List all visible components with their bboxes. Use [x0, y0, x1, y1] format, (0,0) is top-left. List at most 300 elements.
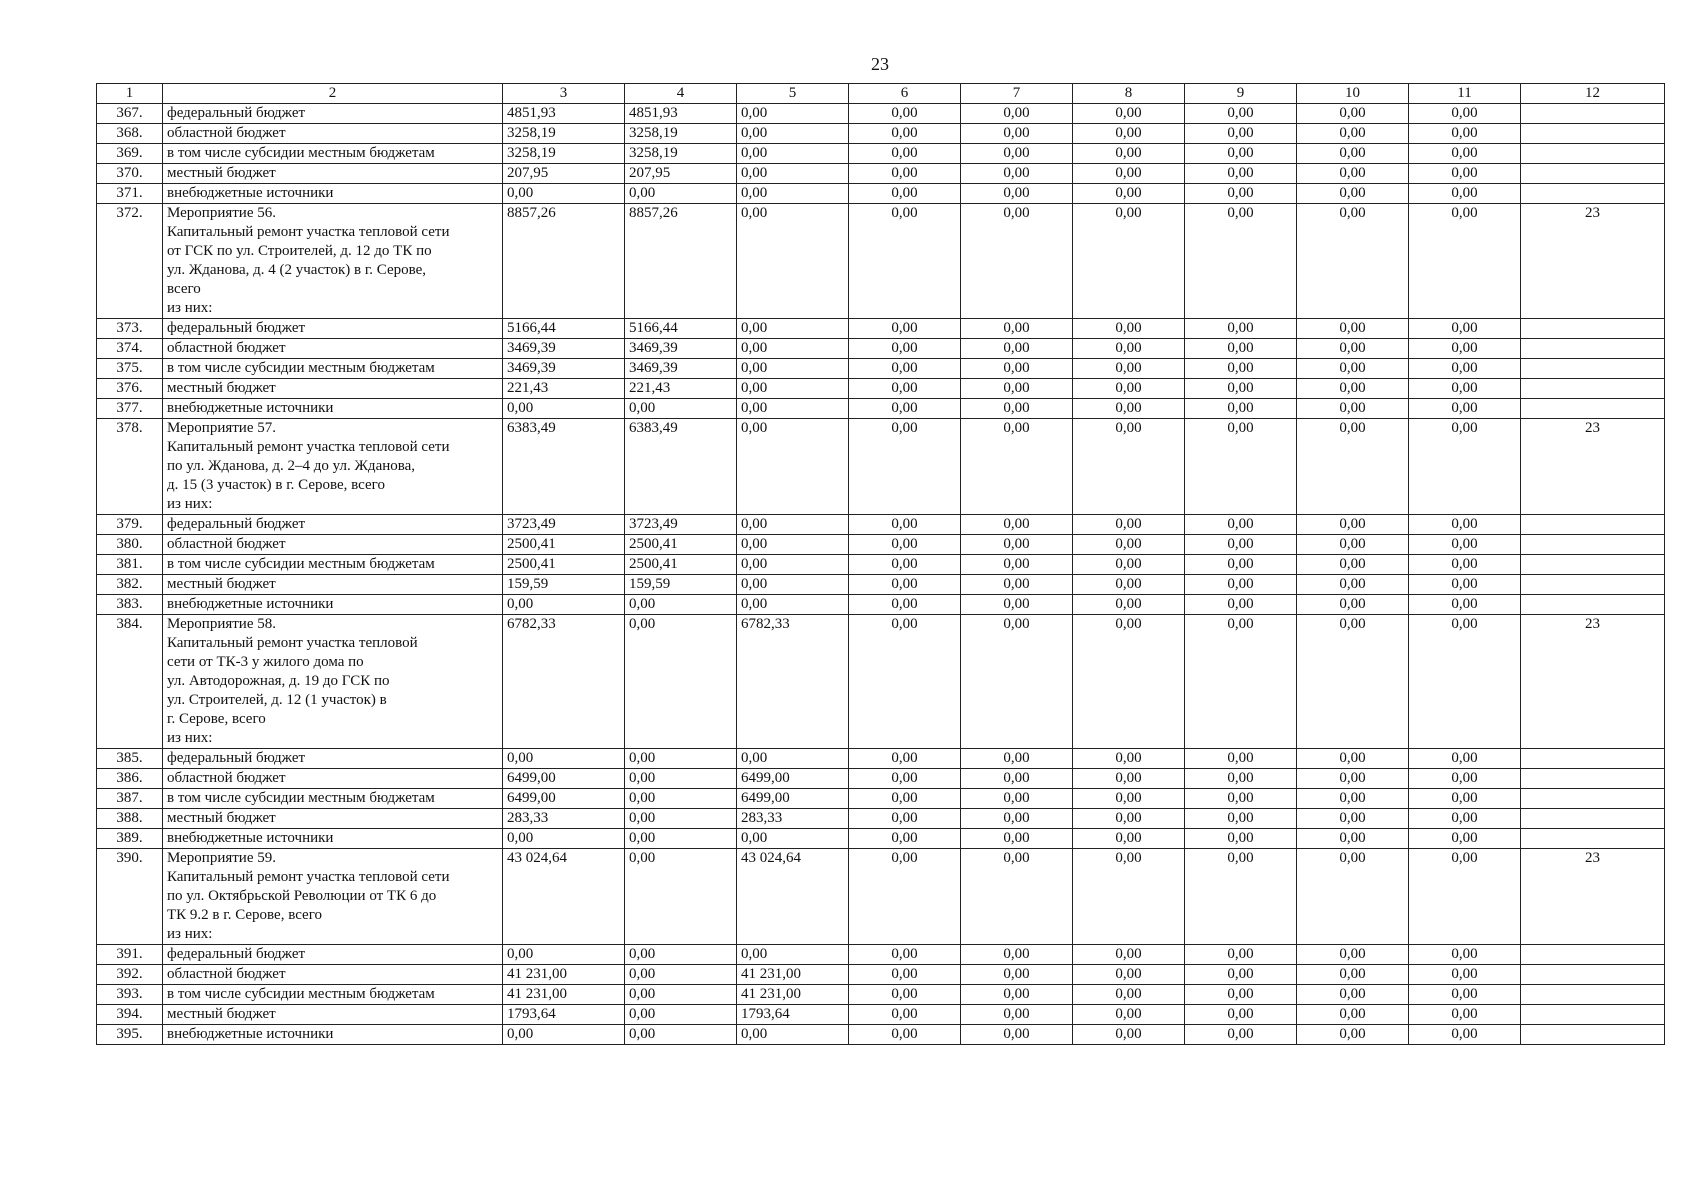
value-cell-col-3: 6383,49 — [503, 419, 625, 515]
value-cell-col-7: 0,00 — [961, 164, 1073, 184]
item-name-line: ТК 9.2 в г. Серове, всего — [167, 907, 322, 923]
item-name-line: из них: — [167, 300, 213, 316]
row-number-cell: 375. — [97, 359, 163, 379]
item-name-cell — [163, 615, 503, 749]
reference-cell — [1521, 399, 1665, 419]
value-cell-col-6: 0,00 — [849, 809, 961, 829]
value-cell-col-11: 0,00 — [1409, 809, 1521, 829]
value-cell-col-8: 0,00 — [1073, 359, 1185, 379]
value-cell-col-5: 0,00 — [737, 399, 849, 419]
row-number-cell: 388. — [97, 809, 163, 829]
value-cell-col-10: 0,00 — [1297, 535, 1409, 555]
header-cell: 8 — [1073, 84, 1185, 104]
value-cell-col-6: 0,00 — [849, 399, 961, 419]
row-number-cell: 371. — [97, 184, 163, 204]
value-cell-col-3: 41 231,00 — [503, 985, 625, 1005]
item-name-line: в том числе субсидии местным бюджетам — [167, 790, 435, 806]
value-cell-col-11: 0,00 — [1409, 164, 1521, 184]
value-cell-col-9: 0,00 — [1185, 575, 1297, 595]
value-cell-col-9: 0,00 — [1185, 749, 1297, 769]
table-row — [97, 515, 1665, 535]
row-number-cell: 372. — [97, 204, 163, 319]
header-cell: 1 — [97, 84, 163, 104]
item-name-cell — [163, 575, 503, 595]
value-cell-col-3: 159,59 — [503, 575, 625, 595]
value-cell-col-3: 8857,26 — [503, 204, 625, 319]
table-row — [97, 575, 1665, 595]
value-cell-col-5: 0,00 — [737, 339, 849, 359]
value-cell-col-3: 6499,00 — [503, 769, 625, 789]
reference-cell — [1521, 829, 1665, 849]
value-cell-col-5: 0,00 — [737, 184, 849, 204]
value-cell-col-7: 0,00 — [961, 615, 1073, 749]
value-cell-col-4: 3258,19 — [625, 124, 737, 144]
value-cell-col-6: 0,00 — [849, 379, 961, 399]
reference-cell — [1521, 749, 1665, 769]
value-cell-col-10: 0,00 — [1297, 339, 1409, 359]
value-cell-col-8: 0,00 — [1073, 419, 1185, 515]
header-cell: 12 — [1521, 84, 1665, 104]
value-cell-col-7: 0,00 — [961, 204, 1073, 319]
table-row — [97, 945, 1665, 965]
value-cell-col-8: 0,00 — [1073, 769, 1185, 789]
value-cell-col-7: 0,00 — [961, 945, 1073, 965]
reference-cell — [1521, 769, 1665, 789]
value-cell-col-5: 0,00 — [737, 945, 849, 965]
row-number-cell: 386. — [97, 769, 163, 789]
item-name-line: внебюджетные источники — [167, 830, 334, 846]
row-number-cell: 387. — [97, 789, 163, 809]
value-cell-col-11: 0,00 — [1409, 555, 1521, 575]
value-cell-col-7: 0,00 — [961, 144, 1073, 164]
value-cell-col-4: 5166,44 — [625, 319, 737, 339]
value-cell-col-9: 0,00 — [1185, 359, 1297, 379]
value-cell-col-10: 0,00 — [1297, 985, 1409, 1005]
value-cell-col-10: 0,00 — [1297, 319, 1409, 339]
table-row — [97, 809, 1665, 829]
row-number-cell: 380. — [97, 535, 163, 555]
item-name-line: Капитальный ремонт участка тепловой — [167, 635, 418, 651]
item-name-line: местный бюджет — [167, 380, 276, 396]
value-cell-col-3: 0,00 — [503, 184, 625, 204]
value-cell-col-3: 207,95 — [503, 164, 625, 184]
header-cell: 4 — [625, 84, 737, 104]
table-row — [97, 339, 1665, 359]
header-cell: 5 — [737, 84, 849, 104]
value-cell-col-10: 0,00 — [1297, 104, 1409, 124]
value-cell-col-4: 0,00 — [625, 1025, 737, 1045]
value-cell-col-4: 0,00 — [625, 615, 737, 749]
reference-cell — [1521, 965, 1665, 985]
value-cell-col-10: 0,00 — [1297, 204, 1409, 319]
value-cell-col-9: 0,00 — [1185, 339, 1297, 359]
value-cell-col-3: 41 231,00 — [503, 965, 625, 985]
reference-cell — [1521, 535, 1665, 555]
value-cell-col-3: 283,33 — [503, 809, 625, 829]
item-name-cell — [163, 515, 503, 535]
value-cell-col-4: 0,00 — [625, 769, 737, 789]
value-cell-col-8: 0,00 — [1073, 829, 1185, 849]
value-cell-col-8: 0,00 — [1073, 849, 1185, 945]
value-cell-col-7: 0,00 — [961, 339, 1073, 359]
item-name-cell — [163, 164, 503, 184]
value-cell-col-8: 0,00 — [1073, 535, 1185, 555]
value-cell-col-11: 0,00 — [1409, 144, 1521, 164]
value-cell-col-9: 0,00 — [1185, 204, 1297, 319]
value-cell-col-4: 0,00 — [625, 399, 737, 419]
value-cell-col-11: 0,00 — [1409, 204, 1521, 319]
item-name-cell — [163, 945, 503, 965]
item-name-line: ул. Строителей, д. 12 (1 участок) в — [167, 692, 387, 708]
value-cell-col-5: 0,00 — [737, 575, 849, 595]
value-cell-col-4: 2500,41 — [625, 535, 737, 555]
value-cell-col-8: 0,00 — [1073, 104, 1185, 124]
value-cell-col-6: 0,00 — [849, 849, 961, 945]
table-row — [97, 1005, 1665, 1025]
budget-table-body — [97, 104, 1665, 1045]
reference-cell — [1521, 359, 1665, 379]
value-cell-col-5: 0,00 — [737, 144, 849, 164]
item-name-line: Мероприятие 57. — [167, 420, 276, 436]
value-cell-col-8: 0,00 — [1073, 555, 1185, 575]
value-cell-col-6: 0,00 — [849, 789, 961, 809]
value-cell-col-3: 4851,93 — [503, 104, 625, 124]
reference-cell — [1521, 319, 1665, 339]
value-cell-col-8: 0,00 — [1073, 789, 1185, 809]
value-cell-col-5: 43 024,64 — [737, 849, 849, 945]
value-cell-col-7: 0,00 — [961, 359, 1073, 379]
value-cell-col-6: 0,00 — [849, 164, 961, 184]
item-name-cell — [163, 769, 503, 789]
item-name-line: ул. Автодорожная, д. 19 до ГСК по — [167, 673, 390, 689]
row-number-cell: 377. — [97, 399, 163, 419]
value-cell-col-4: 2500,41 — [625, 555, 737, 575]
value-cell-col-5: 6499,00 — [737, 769, 849, 789]
value-cell-col-11: 0,00 — [1409, 849, 1521, 945]
table-row — [97, 829, 1665, 849]
value-cell-col-10: 0,00 — [1297, 515, 1409, 535]
item-name-line: по ул. Жданова, д. 2–4 до ул. Жданова, — [167, 458, 416, 474]
item-name-cell — [163, 1025, 503, 1045]
value-cell-col-6: 0,00 — [849, 945, 961, 965]
value-cell-col-3: 3258,19 — [503, 144, 625, 164]
value-cell-col-4: 0,00 — [625, 1005, 737, 1025]
value-cell-col-7: 0,00 — [961, 985, 1073, 1005]
value-cell-col-11: 0,00 — [1409, 1025, 1521, 1045]
table-row — [97, 535, 1665, 555]
item-name-cell — [163, 184, 503, 204]
value-cell-col-6: 0,00 — [849, 1005, 961, 1025]
table-row — [97, 1025, 1665, 1045]
item-name-line: Капитальный ремонт участка тепловой сети — [167, 869, 450, 885]
header-cell: 6 — [849, 84, 961, 104]
value-cell-col-6: 0,00 — [849, 985, 961, 1005]
reference-cell — [1521, 985, 1665, 1005]
value-cell-col-3: 43 024,64 — [503, 849, 625, 945]
reference-cell — [1521, 144, 1665, 164]
value-cell-col-5: 0,00 — [737, 124, 849, 144]
row-number-cell: 381. — [97, 555, 163, 575]
value-cell-col-8: 0,00 — [1073, 1025, 1185, 1045]
value-cell-col-4: 0,00 — [625, 749, 737, 769]
item-name-cell — [163, 555, 503, 575]
value-cell-col-10: 0,00 — [1297, 184, 1409, 204]
item-name-line: в том числе субсидии местным бюджетам — [167, 556, 435, 572]
item-name-cell — [163, 595, 503, 615]
value-cell-col-8: 0,00 — [1073, 945, 1185, 965]
value-cell-col-3: 221,43 — [503, 379, 625, 399]
value-cell-col-10: 0,00 — [1297, 575, 1409, 595]
row-number-cell: 367. — [97, 104, 163, 124]
value-cell-col-5: 6782,33 — [737, 615, 849, 749]
item-name-line: областной бюджет — [167, 966, 286, 982]
item-name-line: федеральный бюджет — [167, 516, 306, 532]
value-cell-col-4: 0,00 — [625, 849, 737, 945]
value-cell-col-9: 0,00 — [1185, 419, 1297, 515]
value-cell-col-5: 1793,64 — [737, 1005, 849, 1025]
item-name-line: областной бюджет — [167, 125, 286, 141]
value-cell-col-3: 3258,19 — [503, 124, 625, 144]
header-cell: 3 — [503, 84, 625, 104]
row-number-cell: 383. — [97, 595, 163, 615]
value-cell-col-11: 0,00 — [1409, 359, 1521, 379]
value-cell-col-5: 0,00 — [737, 749, 849, 769]
value-cell-col-10: 0,00 — [1297, 595, 1409, 615]
value-cell-col-4: 8857,26 — [625, 204, 737, 319]
value-cell-col-10: 0,00 — [1297, 769, 1409, 789]
reference-cell — [1521, 1025, 1665, 1045]
item-name-cell — [163, 749, 503, 769]
value-cell-col-9: 0,00 — [1185, 124, 1297, 144]
value-cell-col-11: 0,00 — [1409, 945, 1521, 965]
item-name-cell — [163, 1005, 503, 1025]
value-cell-col-5: 0,00 — [737, 319, 849, 339]
value-cell-col-8: 0,00 — [1073, 575, 1185, 595]
value-cell-col-6: 0,00 — [849, 535, 961, 555]
value-cell-col-11: 0,00 — [1409, 319, 1521, 339]
value-cell-col-6: 0,00 — [849, 184, 961, 204]
value-cell-col-3: 6499,00 — [503, 789, 625, 809]
row-number-cell: 390. — [97, 849, 163, 945]
item-name-line: из них: — [167, 730, 213, 746]
value-cell-col-9: 0,00 — [1185, 769, 1297, 789]
item-name-line: федеральный бюджет — [167, 750, 306, 766]
value-cell-col-8: 0,00 — [1073, 144, 1185, 164]
item-name-line: в том числе субсидии местным бюджетам — [167, 360, 435, 376]
row-number-cell: 385. — [97, 749, 163, 769]
table-row — [97, 789, 1665, 809]
header-cell: 11 — [1409, 84, 1521, 104]
item-name-line: всего — [167, 281, 201, 297]
item-name-line: ул. Жданова, д. 4 (2 участок) в г. Серове, — [167, 262, 427, 278]
item-name-cell — [163, 809, 503, 829]
row-number-cell: 384. — [97, 615, 163, 749]
value-cell-col-11: 0,00 — [1409, 575, 1521, 595]
value-cell-col-8: 0,00 — [1073, 204, 1185, 319]
value-cell-col-7: 0,00 — [961, 555, 1073, 575]
value-cell-col-7: 0,00 — [961, 399, 1073, 419]
reference-cell — [1521, 184, 1665, 204]
item-name-line: областной бюджет — [167, 340, 286, 356]
reference-cell — [1521, 515, 1665, 535]
reference-cell — [1521, 789, 1665, 809]
item-name-line: федеральный бюджет — [167, 946, 306, 962]
value-cell-col-11: 0,00 — [1409, 615, 1521, 749]
value-cell-col-4: 159,59 — [625, 575, 737, 595]
value-cell-col-7: 0,00 — [961, 319, 1073, 339]
reference-cell: 23 — [1521, 204, 1665, 319]
value-cell-col-11: 0,00 — [1409, 399, 1521, 419]
table-row — [97, 144, 1665, 164]
item-name-line: местный бюджет — [167, 576, 276, 592]
item-name-line: из них: — [167, 496, 213, 512]
value-cell-col-9: 0,00 — [1185, 595, 1297, 615]
value-cell-col-11: 0,00 — [1409, 379, 1521, 399]
value-cell-col-9: 0,00 — [1185, 1025, 1297, 1045]
item-name-cell — [163, 419, 503, 515]
value-cell-col-3: 3469,39 — [503, 359, 625, 379]
value-cell-col-3: 2500,41 — [503, 555, 625, 575]
item-name-line: федеральный бюджет — [167, 320, 306, 336]
item-name-cell — [163, 965, 503, 985]
table-row — [97, 379, 1665, 399]
value-cell-col-7: 0,00 — [961, 104, 1073, 124]
header-cell: 10 — [1297, 84, 1409, 104]
value-cell-col-7: 0,00 — [961, 965, 1073, 985]
value-cell-col-9: 0,00 — [1185, 535, 1297, 555]
value-cell-col-4: 221,43 — [625, 379, 737, 399]
value-cell-col-8: 0,00 — [1073, 985, 1185, 1005]
value-cell-col-10: 0,00 — [1297, 359, 1409, 379]
value-cell-col-3: 0,00 — [503, 945, 625, 965]
value-cell-col-11: 0,00 — [1409, 749, 1521, 769]
value-cell-col-8: 0,00 — [1073, 965, 1185, 985]
table-row — [97, 849, 1665, 945]
value-cell-col-3: 3469,39 — [503, 339, 625, 359]
value-cell-col-11: 0,00 — [1409, 789, 1521, 809]
value-cell-col-10: 0,00 — [1297, 849, 1409, 945]
value-cell-col-9: 0,00 — [1185, 164, 1297, 184]
item-name-cell — [163, 789, 503, 809]
value-cell-col-4: 0,00 — [625, 789, 737, 809]
value-cell-col-7: 0,00 — [961, 1005, 1073, 1025]
row-number-cell: 392. — [97, 965, 163, 985]
reference-cell — [1521, 595, 1665, 615]
value-cell-col-10: 0,00 — [1297, 965, 1409, 985]
value-cell-col-3: 0,00 — [503, 749, 625, 769]
item-name-cell — [163, 359, 503, 379]
value-cell-col-10: 0,00 — [1297, 164, 1409, 184]
item-name-cell — [163, 339, 503, 359]
table-row — [97, 749, 1665, 769]
value-cell-col-6: 0,00 — [849, 124, 961, 144]
value-cell-col-7: 0,00 — [961, 575, 1073, 595]
table-row — [97, 184, 1665, 204]
item-name-line: из них: — [167, 926, 213, 942]
header-row — [97, 84, 1665, 104]
value-cell-col-5: 41 231,00 — [737, 965, 849, 985]
item-name-line: областной бюджет — [167, 536, 286, 552]
row-number-cell: 374. — [97, 339, 163, 359]
value-cell-col-6: 0,00 — [849, 359, 961, 379]
header-cell: 2 — [163, 84, 503, 104]
value-cell-col-10: 0,00 — [1297, 144, 1409, 164]
reference-cell — [1521, 104, 1665, 124]
row-number-cell: 368. — [97, 124, 163, 144]
value-cell-col-10: 0,00 — [1297, 379, 1409, 399]
value-cell-col-6: 0,00 — [849, 144, 961, 164]
value-cell-col-4: 0,00 — [625, 184, 737, 204]
item-name-line: местный бюджет — [167, 1006, 276, 1022]
value-cell-col-7: 0,00 — [961, 184, 1073, 204]
value-cell-col-11: 0,00 — [1409, 124, 1521, 144]
value-cell-col-7: 0,00 — [961, 849, 1073, 945]
item-name-line: внебюджетные источники — [167, 400, 334, 416]
value-cell-col-7: 0,00 — [961, 829, 1073, 849]
value-cell-col-10: 0,00 — [1297, 829, 1409, 849]
item-name-cell — [163, 124, 503, 144]
item-name-line: Капитальный ремонт участка тепловой сети — [167, 439, 450, 455]
value-cell-col-9: 0,00 — [1185, 144, 1297, 164]
value-cell-col-6: 0,00 — [849, 555, 961, 575]
budget-table — [96, 83, 1665, 1045]
value-cell-col-10: 0,00 — [1297, 1005, 1409, 1025]
reference-cell — [1521, 945, 1665, 965]
value-cell-col-4: 6383,49 — [625, 419, 737, 515]
item-name-line: сети от ТК-3 у жилого дома по — [167, 654, 364, 670]
value-cell-col-3: 1793,64 — [503, 1005, 625, 1025]
value-cell-col-10: 0,00 — [1297, 555, 1409, 575]
item-name-line: г. Серове, всего — [167, 711, 266, 727]
value-cell-col-5: 0,00 — [737, 359, 849, 379]
value-cell-col-8: 0,00 — [1073, 1005, 1185, 1025]
value-cell-col-7: 0,00 — [961, 515, 1073, 535]
value-cell-col-4: 3723,49 — [625, 515, 737, 535]
item-name-line: д. 15 (3 участок) в г. Серове, всего — [167, 477, 385, 493]
value-cell-col-4: 3258,19 — [625, 144, 737, 164]
value-cell-col-7: 0,00 — [961, 124, 1073, 144]
item-name-line: Мероприятие 58. — [167, 616, 276, 632]
reference-cell — [1521, 124, 1665, 144]
header-cell: 7 — [961, 84, 1073, 104]
value-cell-col-11: 0,00 — [1409, 535, 1521, 555]
item-name-cell — [163, 379, 503, 399]
value-cell-col-6: 0,00 — [849, 769, 961, 789]
item-name-line: областной бюджет — [167, 770, 286, 786]
value-cell-col-5: 0,00 — [737, 1025, 849, 1045]
row-number-cell: 376. — [97, 379, 163, 399]
value-cell-col-7: 0,00 — [961, 749, 1073, 769]
item-name-line: в том числе субсидии местным бюджетам — [167, 986, 435, 1002]
reference-cell — [1521, 339, 1665, 359]
value-cell-col-6: 0,00 — [849, 749, 961, 769]
item-name-line: Мероприятие 56. — [167, 205, 276, 221]
value-cell-col-4: 0,00 — [625, 809, 737, 829]
value-cell-col-10: 0,00 — [1297, 945, 1409, 965]
item-name-cell — [163, 204, 503, 319]
value-cell-col-8: 0,00 — [1073, 184, 1185, 204]
table-row — [97, 595, 1665, 615]
value-cell-col-7: 0,00 — [961, 419, 1073, 515]
value-cell-col-5: 0,00 — [737, 555, 849, 575]
value-cell-col-11: 0,00 — [1409, 104, 1521, 124]
value-cell-col-4: 0,00 — [625, 985, 737, 1005]
value-cell-col-9: 0,00 — [1185, 104, 1297, 124]
value-cell-col-8: 0,00 — [1073, 595, 1185, 615]
value-cell-col-11: 0,00 — [1409, 595, 1521, 615]
value-cell-col-8: 0,00 — [1073, 379, 1185, 399]
value-cell-col-6: 0,00 — [849, 575, 961, 595]
